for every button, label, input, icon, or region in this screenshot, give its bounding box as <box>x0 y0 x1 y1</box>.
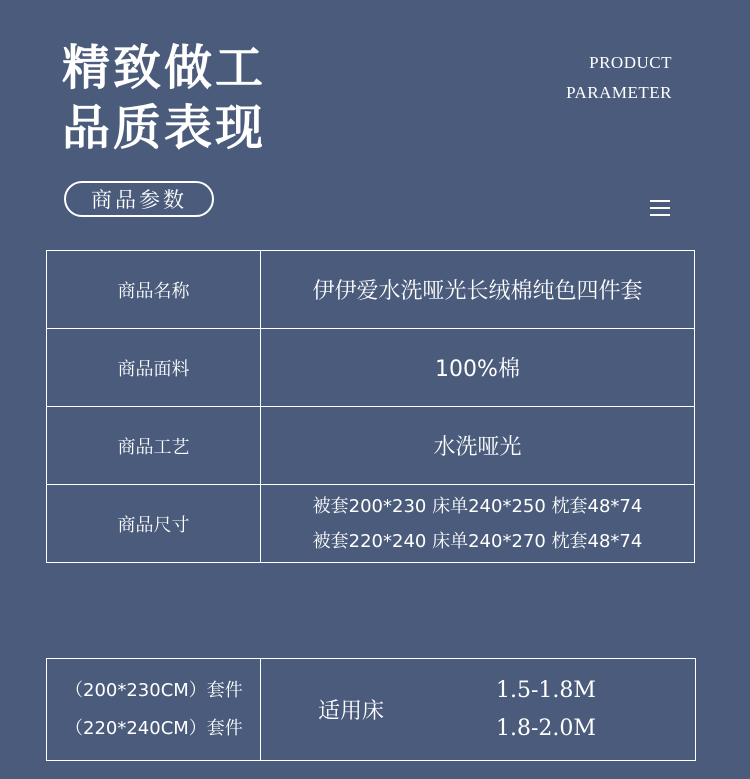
menu-icon-bar <box>650 207 670 209</box>
english-line-2: PARAMETER <box>566 83 672 102</box>
param-value-craft: 水洗哑光 <box>261 407 695 485</box>
english-subtitle <box>566 48 672 108</box>
set-size-column <box>47 659 261 760</box>
section-label-pill: 商品参数 <box>64 181 214 217</box>
param-label-size: 商品尺寸 <box>47 485 261 563</box>
bed-size-1: 1.5-1.8M <box>496 677 596 703</box>
parameter-table <box>46 250 695 563</box>
applicable-bed-label: 适用床 <box>317 699 384 724</box>
set-size-2: （220*240CM）套件 <box>65 717 243 739</box>
param-label-name: 商品名称 <box>47 251 261 329</box>
param-value-fabric: 100%棉 <box>261 329 695 407</box>
size-line-1: 被套200*230 床单240*250 枕套48*74 <box>312 495 643 517</box>
title-line-2: 品质表现 <box>62 100 267 156</box>
title-line-1: 精致做工 <box>62 40 267 96</box>
menu-icon-bar <box>650 214 670 216</box>
menu-icon[interactable] <box>650 199 670 217</box>
param-label-fabric: 商品面料 <box>47 329 261 407</box>
param-value-name: 伊伊爱水洗哑光长绒棉纯色四件套 <box>261 251 695 329</box>
page-title <box>62 38 266 158</box>
bed-size-table <box>46 658 696 761</box>
bed-size-2: 1.8-2.0M <box>496 715 596 741</box>
table-row <box>47 407 695 485</box>
size-line-2: 被套220*240 床单240*270 枕套48*74 <box>312 530 643 552</box>
table-row <box>47 485 695 563</box>
menu-icon-bar <box>650 200 670 202</box>
table-row <box>47 251 695 329</box>
bed-size-column <box>441 659 695 760</box>
table-row <box>47 329 695 407</box>
param-label-craft: 商品工艺 <box>47 407 261 485</box>
set-size-1: （200*230CM）套件 <box>65 679 243 701</box>
param-value-size <box>261 485 695 563</box>
english-line-1: PRODUCT <box>589 53 672 72</box>
